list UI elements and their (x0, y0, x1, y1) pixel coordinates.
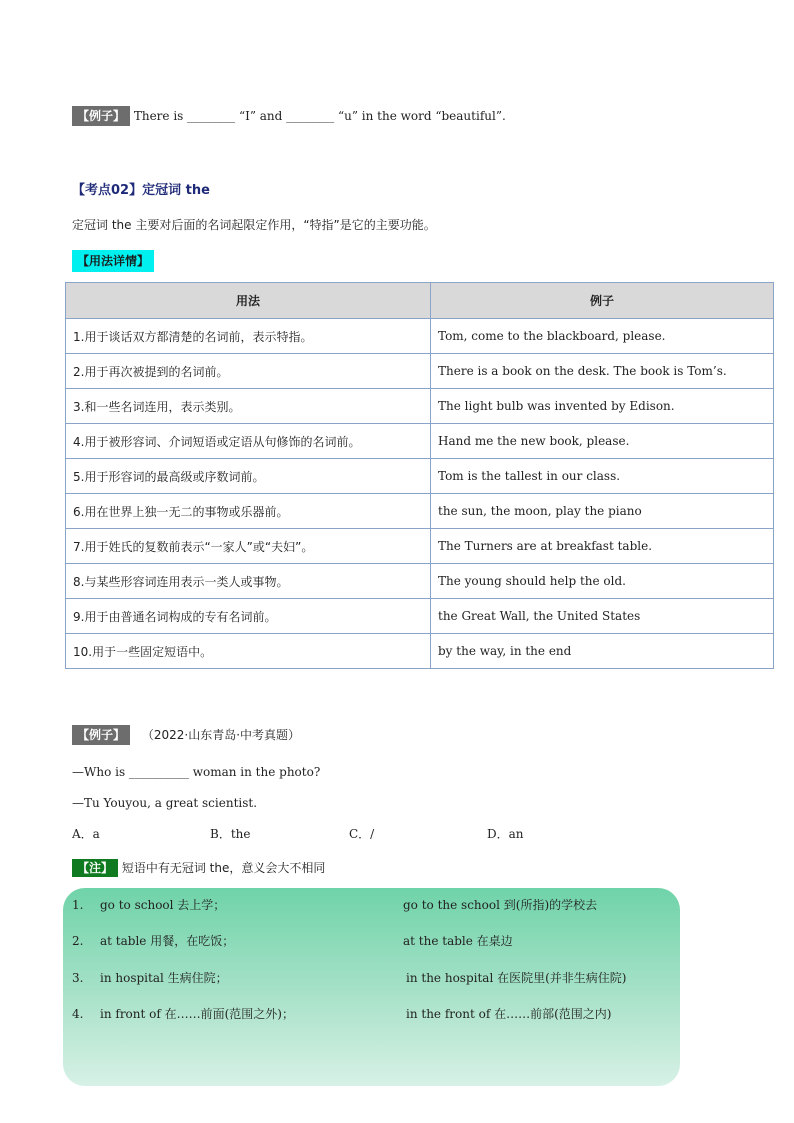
table-row (66, 389, 774, 424)
example-cell: The light bulb was invented by Edison. (431, 389, 774, 424)
example-tag: 【例子】 (72, 106, 130, 126)
note-item (72, 897, 225, 913)
note-header (72, 860, 325, 876)
usage-cell: 8.与某些形容词连用表示一类人或事物。 (66, 564, 431, 599)
example-cell: Tom, come to the blackboard, please. (431, 319, 774, 354)
table-row (66, 424, 774, 459)
header-example: 例子 (431, 283, 774, 319)
note-item-left: at table 用餐，在吃饭； (100, 934, 235, 948)
example-cell: There is a book on the desk. The book is Tom’s. (431, 354, 774, 389)
section-heading: 【考点02】定冠词 the (72, 183, 210, 198)
note-item-right: at the table 在桌边 (403, 934, 513, 948)
note-item-number: 3. (72, 971, 84, 985)
usage-cell: 2.用于再次被提到的名词前。 (66, 354, 431, 389)
table-row (66, 564, 774, 599)
table-row (66, 634, 774, 669)
usage-cell: 1.用于谈话双方都清楚的名词前，表示特指。 (66, 319, 431, 354)
usage-cell: 6.用在世界上独一无二的事物或乐器前。 (66, 494, 431, 529)
note-item (72, 1006, 294, 1022)
section-intro: 定冠词 the 主要对后面的名词起限定作用，“特指”是它的主要功能。 (72, 218, 436, 232)
note-item-right: in the front of 在……前部(范围之内) (406, 1007, 612, 1021)
table-row (66, 599, 774, 634)
example-cell: The Turners are at breakfast table. (431, 529, 774, 564)
usage-cell: 5.用于形容词的最高级或序数词前。 (66, 459, 431, 494)
note-item-left: in front of 在……前面(范围之外)； (100, 1007, 294, 1021)
table-row (66, 529, 774, 564)
example-cell: Hand me the new book, please. (431, 424, 774, 459)
table-row (66, 494, 774, 529)
table-row (66, 459, 774, 494)
example-cell: the sun, the moon, play the piano (431, 494, 774, 529)
note-item (72, 933, 234, 949)
usage-cell: 10.用于一些固定短语中。 (66, 634, 431, 669)
usage-cell: 4.用于被形容词、介词短语或定语从句修饰的名词前。 (66, 424, 431, 459)
note-item-left: go to school 去上学； (100, 898, 226, 912)
example-cell: the Great Wall, the United States (431, 599, 774, 634)
usage-table (65, 282, 774, 669)
usage-cell: 9.用于由普通名词构成的专有名词前。 (66, 599, 431, 634)
note-item-number: 4. (72, 1007, 84, 1021)
note-item-left: in hospital 生病住院； (100, 971, 228, 985)
note-tag: 【注】 (72, 859, 118, 877)
example2-header (72, 725, 300, 745)
note-item-number: 2. (72, 934, 84, 948)
usage-details-tag: 【用法详情】 (72, 250, 154, 272)
table-header-row (66, 283, 774, 319)
example-cell: The young should help the old. (431, 564, 774, 599)
example-cell: by the way, in the end (431, 634, 774, 669)
example-tag: 【例子】 (72, 725, 130, 745)
table-row (66, 319, 774, 354)
example1-text: There is ________ “I” and ________ “u” in the word “beautiful”. (133, 109, 506, 123)
example-cell: Tom is the tallest in our class. (431, 459, 774, 494)
usage-cell: 7.用于姓氏的复数前表示“一家人”或“夫妇”。 (66, 529, 431, 564)
question-line-2: —Tu Youyou, a great scientist. (72, 796, 258, 810)
option-d: D．an (487, 827, 524, 841)
note-item-number: 1. (72, 898, 84, 912)
example1-line (72, 106, 506, 126)
note-item (72, 970, 228, 986)
header-usage: 用法 (66, 283, 431, 319)
option-b: B．the (210, 827, 251, 841)
question-line-1: —Who is __________ woman in the photo? (72, 765, 321, 779)
note-item-right: go to the school 到(所指)的学校去 (403, 898, 598, 912)
option-a: A．a (72, 827, 100, 841)
example2-source: （2022·山东青岛·中考真题） (141, 728, 301, 742)
note-text: 短语中有无冠词 the，意义会大不相同 (121, 861, 326, 875)
table-row (66, 354, 774, 389)
note-item-right: in the hospital 在医院里(并非生病住院) (406, 971, 627, 985)
note-phrases-box (63, 888, 680, 1086)
option-c: C．/ (349, 827, 375, 841)
usage-cell: 3.和一些名词连用，表示类别。 (66, 389, 431, 424)
